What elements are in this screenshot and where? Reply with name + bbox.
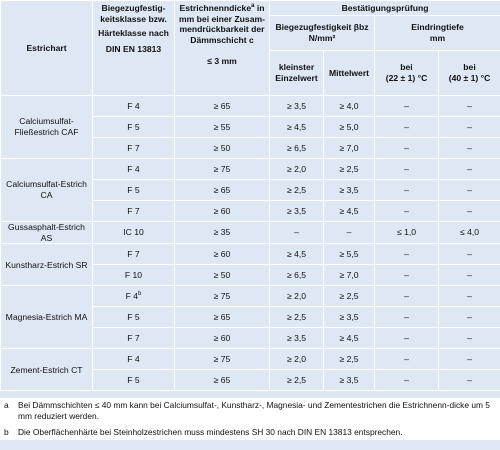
cell-mittelwert: ≥ 5,0 <box>324 117 375 138</box>
cell-eindring-40: – <box>439 286 500 307</box>
cell-eindring-22: – <box>375 349 439 370</box>
cell-mittelwert: ≥ 2,5 <box>324 349 375 370</box>
header-nenndicke-b: in mm bei einer Zusam-mendrückbarkeit der Dämmschicht c <box>179 3 265 46</box>
cell-mittelwert: ≥ 3,5 <box>324 180 375 201</box>
cell-nenndicke: ≥ 65 <box>175 307 270 328</box>
cell-nenndicke: ≥ 65 <box>175 96 270 117</box>
footnote-mark: b <box>4 426 9 437</box>
footnote-mark: a <box>4 400 9 410</box>
cell-klasse: F 4 <box>93 349 175 370</box>
cell-kleinster: ≥ 2,0 <box>270 286 324 307</box>
cell-mittelwert: ≥ 2,5 <box>324 286 375 307</box>
header-kleinster: kleinster Einzelwert <box>270 51 324 96</box>
cell-kleinster: ≥ 2,5 <box>270 307 324 328</box>
klasse-value: F 4 <box>125 291 139 302</box>
header-pruefung: Bestätigungsprüfung <box>270 1 500 16</box>
cell-klasse: F 7 <box>93 201 175 222</box>
table-row <box>1 286 500 307</box>
table-header <box>1 1 500 96</box>
cell-klasse: F 5 <box>93 117 175 138</box>
cell-klasse: F 7 <box>93 328 175 349</box>
cell-mittelwert: ≥ 4,5 <box>324 328 375 349</box>
table-row <box>1 349 500 370</box>
cell-klasse: IC 10 <box>93 222 175 244</box>
header-bei40-value: (40 ± 1) °C <box>448 73 491 83</box>
table-row <box>1 244 500 265</box>
header-din: DIN EN 13813 <box>105 44 162 55</box>
footnote-a <box>0 398 500 425</box>
header-bei22 <box>375 51 439 96</box>
cell-nenndicke: ≥ 75 <box>175 286 270 307</box>
cell-eindring-40: – <box>439 328 500 349</box>
cell-eindring-40: – <box>439 349 500 370</box>
cell-eindring-40: – <box>439 265 500 286</box>
header-bei22-label: bei <box>400 62 413 73</box>
cell-mittelwert: ≥ 4,0 <box>324 96 375 117</box>
cell-klasse <box>93 286 175 307</box>
footnotes <box>0 398 500 440</box>
cell-eindring-40: – <box>439 117 500 138</box>
header-nenndicke <box>175 1 270 96</box>
cell-mittelwert: ≥ 7,0 <box>324 138 375 159</box>
footnote-b <box>0 425 500 440</box>
cell-eindring-22: ≤ 1,0 <box>375 222 439 244</box>
cell-klasse: F 4 <box>93 159 175 180</box>
header-eindring <box>375 16 500 51</box>
header-klasse <box>93 1 175 96</box>
cell-eindring-22: – <box>375 370 439 391</box>
header-mittelwert: Mittelwert <box>324 51 375 96</box>
cell-kleinster: ≥ 2,0 <box>270 159 324 180</box>
cell-nenndicke: ≥ 60 <box>175 244 270 265</box>
cell-kleinster: – <box>270 222 324 244</box>
cell-kleinster: ≥ 2,0 <box>270 349 324 370</box>
cell-nenndicke: ≥ 55 <box>175 117 270 138</box>
header-bei40 <box>439 51 500 96</box>
cell-klasse: F 5 <box>93 370 175 391</box>
cell-kleinster: ≥ 3,5 <box>270 328 324 349</box>
cell-nenndicke: ≥ 75 <box>175 159 270 180</box>
footnote-text: Bei Dämmschichten ≤ 40 mm kann bei Calciumsulfat-, Kunstharz-, Magnesia- und Zementestrichen die Estrichnenn-dicke um 5 mm reduziert werden. <box>18 400 490 422</box>
cell-eindring-22: – <box>375 265 439 286</box>
cell-estrichart: Zement-Estrich CT <box>1 349 93 391</box>
cell-estrichart: Magnesia-Estrich MA <box>1 286 93 349</box>
cell-kleinster: ≥ 6,5 <box>270 265 324 286</box>
header-estrichart: Estrichart <box>1 1 93 96</box>
footnote-text: Die Oberflächenhärte bei Steinholzestrichen muss mindestens SH 30 nach DIN EN 13813 entsprechen. <box>18 426 403 437</box>
cell-eindring-40: – <box>439 370 500 391</box>
header-eindring-title: Eindringtiefe <box>411 22 464 33</box>
cell-eindring-40: – <box>439 307 500 328</box>
header-haerte-title: Härteklasse nach <box>98 28 169 39</box>
header-biegefestigkeit <box>270 16 375 51</box>
cell-eindring-40: – <box>439 244 500 265</box>
header-bei40-label: bei <box>463 62 476 73</box>
cell-kleinster: ≥ 2,5 <box>270 180 324 201</box>
cell-mittelwert: ≥ 3,5 <box>324 307 375 328</box>
cell-estrichart: Calciumsulfat-Estrich CA <box>1 159 93 222</box>
footnote-ref-b: b <box>138 291 142 298</box>
cell-eindring-22: – <box>375 286 439 307</box>
cell-eindring-22: – <box>375 244 439 265</box>
cell-mittelwert: ≥ 5,5 <box>324 244 375 265</box>
cell-nenndicke: ≥ 50 <box>175 138 270 159</box>
cell-klasse: F 7 <box>93 138 175 159</box>
cell-nenndicke: ≥ 35 <box>175 222 270 244</box>
cell-estrichart: Kunstharz-Estrich SR <box>1 244 93 286</box>
cell-estrichart: Calciumsulfat-Fließestrich CAF <box>1 96 93 159</box>
cell-nenndicke: ≥ 50 <box>175 265 270 286</box>
cell-eindring-40: ≤ 4,0 <box>439 222 500 244</box>
cell-mittelwert: – <box>324 222 375 244</box>
header-biege-title: Biegezugfestig-keitsklasse bzw. <box>100 3 167 24</box>
table-row <box>1 159 500 180</box>
cell-nenndicke: ≥ 60 <box>175 201 270 222</box>
header-biegefestigkeit-title: Biegezugfestigkeit βbz <box>275 22 369 33</box>
cell-eindring-22: – <box>375 138 439 159</box>
cell-nenndicke: ≥ 75 <box>175 349 270 370</box>
cell-nenndicke: ≥ 60 <box>175 328 270 349</box>
cell-eindring-40: – <box>439 201 500 222</box>
cell-klasse: F 10 <box>93 265 175 286</box>
cell-eindring-40: – <box>439 96 500 117</box>
cell-mittelwert: ≥ 3,5 <box>324 370 375 391</box>
cell-eindring-22: – <box>375 328 439 349</box>
cell-eindring-22: – <box>375 307 439 328</box>
header-bei22-value: (22 ± 1) °C <box>385 73 428 83</box>
cell-mittelwert: ≥ 2,5 <box>324 159 375 180</box>
table-row <box>1 222 500 244</box>
cell-kleinster: ≥ 3,5 <box>270 201 324 222</box>
cell-eindring-22: – <box>375 180 439 201</box>
cell-eindring-22: – <box>375 201 439 222</box>
header-nenndicke-sub: ≤ 3 mm <box>207 55 237 66</box>
header-biegefestigkeit-unit: N/mm² <box>308 33 336 43</box>
table-row <box>1 96 500 117</box>
header-eindring-unit: mm <box>429 33 446 43</box>
cell-mittelwert: ≥ 7,0 <box>324 265 375 286</box>
cell-kleinster: ≥ 2,5 <box>270 370 324 391</box>
cell-klasse: F 7 <box>93 244 175 265</box>
cell-kleinster: ≥ 3,5 <box>270 96 324 117</box>
cell-eindring-22: – <box>375 96 439 117</box>
cell-eindring-22: – <box>375 117 439 138</box>
cell-kleinster: ≥ 4,5 <box>270 244 324 265</box>
cell-nenndicke: ≥ 65 <box>175 180 270 201</box>
header-nenndicke-a: Estrichnenndicke <box>179 3 252 13</box>
footnote-ref-a: a <box>251 3 255 10</box>
cell-mittelwert: ≥ 4,5 <box>324 201 375 222</box>
cell-klasse: F 5 <box>93 180 175 201</box>
table-body <box>1 96 500 391</box>
cell-eindring-40: – <box>439 180 500 201</box>
cell-eindring-40: – <box>439 138 500 159</box>
cell-eindring-40: – <box>439 159 500 180</box>
cell-klasse: F 5 <box>93 307 175 328</box>
cell-nenndicke: ≥ 65 <box>175 370 270 391</box>
cell-estrichart: Gussasphalt-Estrich AS <box>1 222 93 244</box>
cell-kleinster: ≥ 4,5 <box>270 117 324 138</box>
cell-eindring-22: – <box>375 159 439 180</box>
cell-klasse: F 4 <box>93 96 175 117</box>
cell-kleinster: ≥ 6,5 <box>270 138 324 159</box>
